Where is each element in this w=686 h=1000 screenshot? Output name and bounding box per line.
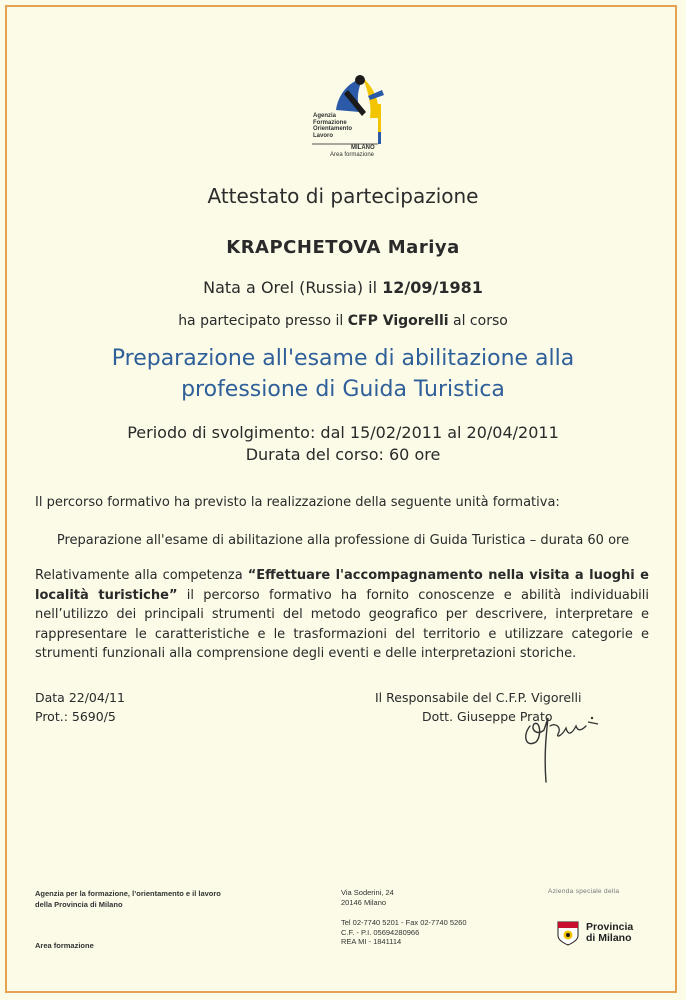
participation-place: CFP Vigorelli <box>347 313 449 329</box>
province-line1: Provincia <box>586 921 634 933</box>
logo-area: Area formazione <box>330 152 375 158</box>
footer-address <box>341 888 394 907</box>
course-title-line2: professione di Guida Turistica <box>181 377 505 402</box>
handwritten-signature <box>512 696 602 786</box>
course-duration: Durata del corso: 60 ore <box>245 445 441 464</box>
responsible-title: Il Responsabile del C.F.P. Vigorelli <box>375 690 582 705</box>
recipient-name: KRAPCHETOVA Mariya <box>226 237 460 258</box>
issue-info <box>35 688 125 726</box>
footer-area: Area formazione <box>35 941 94 950</box>
logo-line: Orientamento <box>313 126 353 132</box>
course-period <box>0 422 686 466</box>
competence-prefix: Relativamente alla competenza <box>35 568 248 583</box>
birth-info <box>0 278 686 297</box>
birth-date: 12/09/1981 <box>382 278 483 297</box>
issue-date: Data 22/04/11 <box>35 690 125 705</box>
course-title <box>0 343 686 405</box>
participation-line <box>0 313 686 329</box>
competence-paragraph <box>35 566 649 664</box>
logo-text <box>313 113 352 139</box>
footer-street: Via Soderini, 24 <box>341 888 394 897</box>
course-dates: Periodo di svolgimento: dal 15/02/2011 al 20/04/2011 <box>127 423 559 442</box>
footer-phone: Tel 02-7740 5201 - Fax 02-7740 5260 <box>341 918 467 927</box>
footer-city: 20146 Milano <box>341 897 387 907</box>
course-title-line1: Preparazione all'esame di abilitazione alla <box>111 346 575 371</box>
logo-line: Lavoro <box>313 132 334 139</box>
participation-suffix: al corso <box>448 313 508 329</box>
logo-city: MILANO <box>351 145 375 151</box>
competence-name: “Effettuare l'accompagnamento nella visita a luoghi e località turistiche” <box>35 568 649 603</box>
province-crest-icon <box>556 920 580 946</box>
logo-line: Formazione <box>313 119 347 126</box>
footer-contacts <box>341 918 467 947</box>
footer-rea: REA MI - 1841114 <box>341 937 402 946</box>
footer-agency-line1: Agenzia per la formazione, l’orientamento e il lavoro <box>35 889 221 898</box>
province-line2: di Milano <box>586 932 632 944</box>
footer-tax-code: C.F. - P.I. 05694280966 <box>341 927 420 937</box>
protocol-number: Prot.: 5690/5 <box>35 709 116 724</box>
responsible-person: Dott. Giuseppe Prato <box>422 709 553 724</box>
certificate-title: Attestato di partecipazione <box>207 184 479 208</box>
footer-agency <box>35 888 221 910</box>
footer-agency-line2: della Provincia di Milano <box>35 900 123 909</box>
competence-description: il percorso formativo ha fornito conoscenze e abilità individuabili nell’utilizzo dei principali strumenti del metodo geografico per descrivere, interpretare e rappresentare le caratteristiche e le trasformazioni del territorio e utilizzare categorie e strumenti funzionali alla comprensione degli eventi e delle interpretazioni storiche. <box>35 587 649 661</box>
province-name <box>586 922 633 944</box>
birth-prefix: Nata a Orel (Russia) il <box>203 278 383 297</box>
participation-prefix: ha partecipato presso il <box>178 313 348 329</box>
footer-special: Azienda speciale della <box>548 888 620 895</box>
logo-line: Agenzia <box>313 113 337 119</box>
training-unit: Preparazione all'esame di abilitazione alla professione di Guida Turistica – durata 60 ore <box>56 533 630 548</box>
body-intro: Il percorso formativo ha previsto la realizzazione della seguente unità formativa: <box>35 495 560 510</box>
